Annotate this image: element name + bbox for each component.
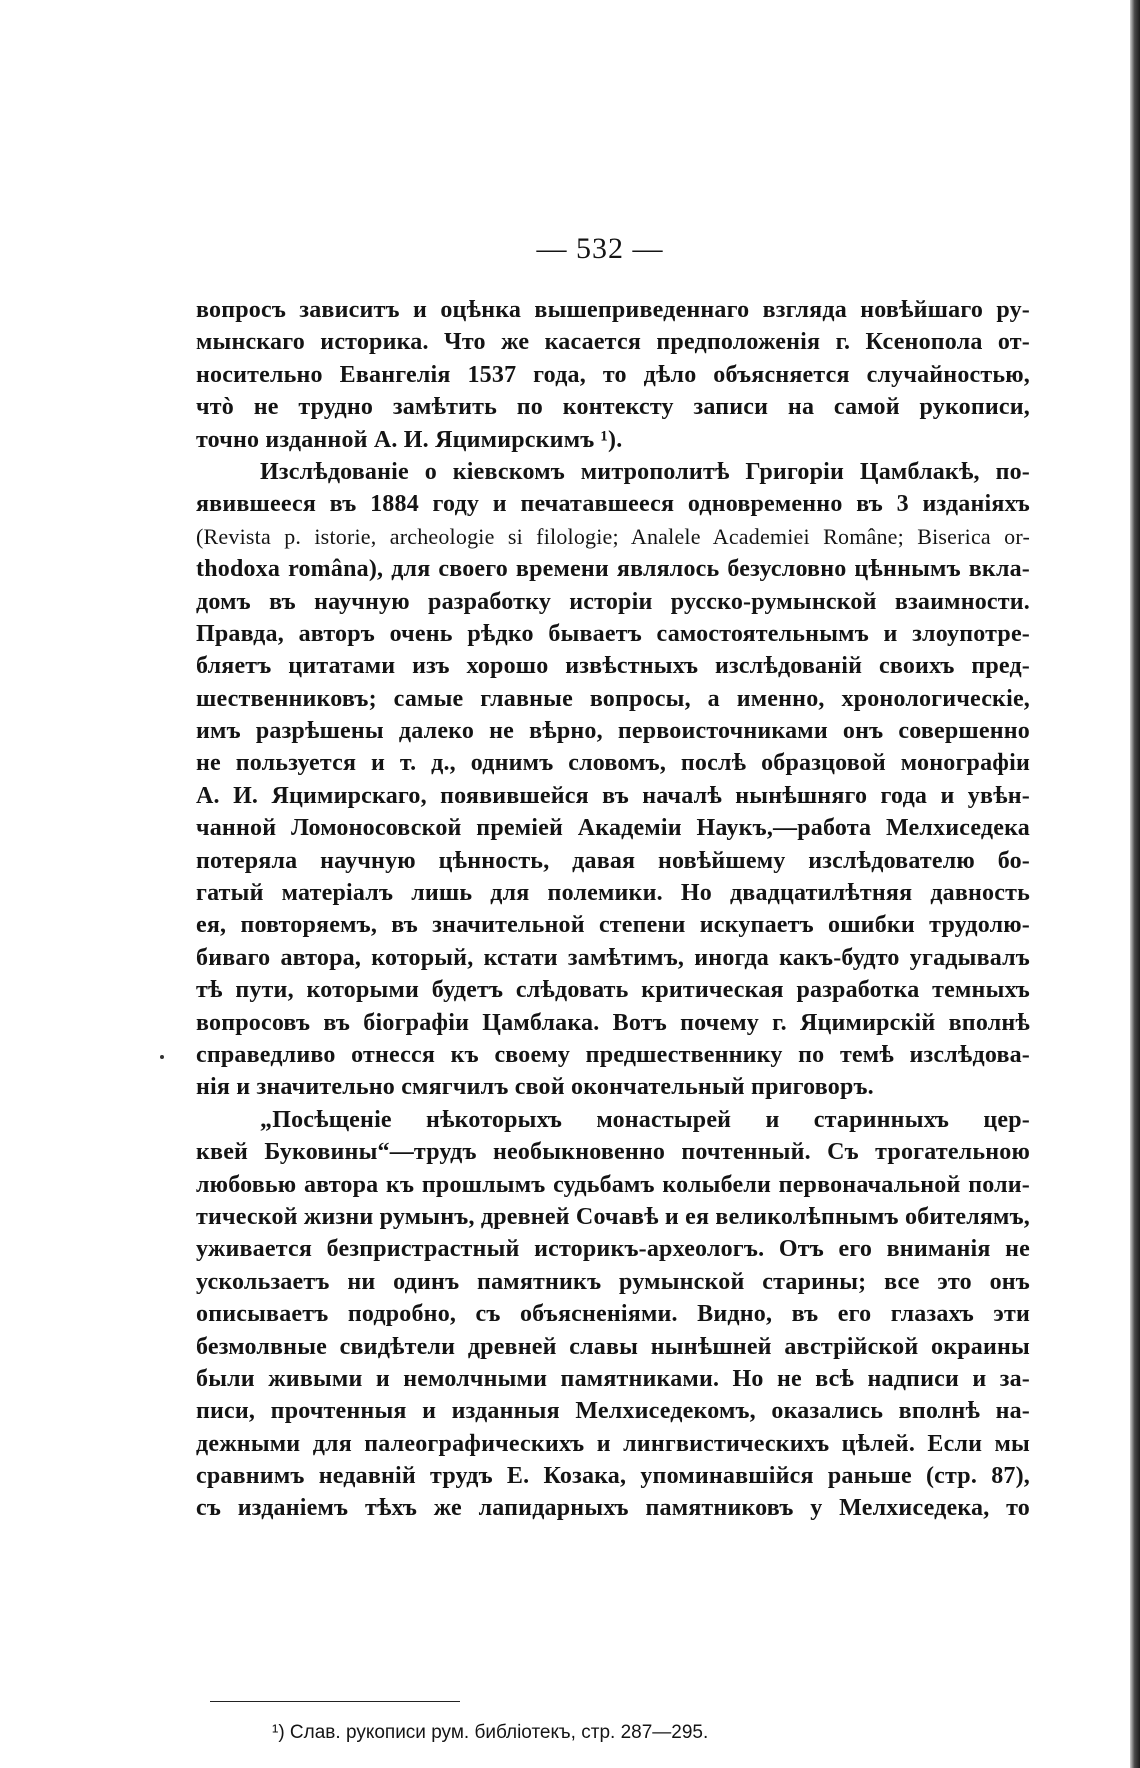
text-line: имъ разрѣшены далеко не вѣрно, первоисточниками онъ совершенно — [196, 718, 1030, 745]
text-line: явившееся въ 1884 году и печатавшееся одновременно въ 3 изданіяхъ — [196, 491, 1030, 518]
text-line: „Посѣщеніе нѣкоторыхъ монастырей и старинныхъ цер- — [260, 1106, 1030, 1133]
text-line: Изслѣдованіе о кіевскомъ митрополитѣ Григоріи Цамблакѣ, по- — [260, 458, 1030, 485]
text-line: вопросовъ въ біографіи Цамблака. Вотъ почему г. Яцимирскій вполнѣ — [196, 1009, 1030, 1036]
text-line: безмолвные свидѣтели древней славы нынѣшней австрійской окраины — [196, 1333, 1030, 1360]
text-line: домъ въ научную разработку исторіи русско-румынской взаимности. — [196, 588, 1030, 615]
text-line: квей Буковины“—трудъ необыкновенно почтенный. Съ трогательною — [196, 1139, 1030, 1166]
text-line: ея, повторяемъ, въ значительной степени искупаетъ ошибки трудолю- — [196, 912, 1030, 939]
text-line: справедливо отнесся къ своему предшественнику по темѣ изслѣдова- — [196, 1041, 1030, 1068]
text-line: тѣ пути, которыми будетъ слѣдовать критическая разработка темныхъ — [196, 977, 1030, 1004]
scan-edge-shadow — [1130, 0, 1140, 1768]
footnote-divider — [210, 1701, 460, 1702]
text-line: съ изданіемъ тѣхъ же лапидарныхъ памятниковъ у Мелхиседека, то — [196, 1495, 1030, 1522]
text-line: гатый матеріалъ лишь для полемики. Но двадцатилѣтняя давность — [196, 880, 1030, 907]
text-line: чанной Ломоносовской преміей Академіи Наукъ,—работа Мелхиседека — [196, 815, 1030, 842]
text-line: были живыми и немолчными памятниками. Но не всѣ надписи и за- — [196, 1365, 1030, 1392]
text-line: не пользуется и т. д., однимъ словомъ, послѣ образцовой монографіи — [196, 750, 1030, 777]
text-line: биваго автора, который, кстати замѣтимъ, иногда какъ-будто угадывалъ — [196, 944, 1030, 971]
footnote: ¹) Слав. рукописи рум. библіотекъ, стр. 287—295. — [272, 1722, 709, 1743]
text-line: потеряла научную цѣнность, давая новѣйшему изслѣдователю бо- — [196, 847, 1030, 874]
text-line: уживается безпристрастный историкъ-археологъ. Отъ его вниманія не — [196, 1236, 1030, 1263]
text-line: носительно Евангелія 1537 года, то дѣло объясняется случайностью, — [196, 361, 1030, 388]
text-line: любовью автора къ прошлымъ судьбамъ колыбели первоначальной поли- — [196, 1171, 1030, 1198]
stray-ink-mark — [160, 1055, 164, 1059]
page-number: — 532 — — [536, 232, 664, 265]
text-line: вопросъ зависитъ и оцѣнка вышеприведеннаго взгляда новѣйшаго ру- — [196, 297, 1030, 323]
text-line: thodoxa româna), для своего времени являлось безусловно цѣннымъ вкла- — [196, 556, 1030, 583]
text-line: Правда, авторъ очень рѣдко бываетъ самостоятельнымъ и злоупотре- — [196, 620, 1030, 647]
text-line: нія и значительно смягчилъ свой окончательный приговоръ. — [196, 1074, 874, 1101]
text-line: тической жизни румынъ, древней Сочавѣ и ея великолѣпнымъ обителямъ, — [196, 1203, 1030, 1230]
text-line: точно изданной А. И. Яцимирскимъ ¹). — [196, 426, 623, 453]
text-line: мынскаго историка. Что же касается предположенія г. Ксенопола от- — [196, 329, 1030, 356]
text-line: писи, прочтенныя и изданныя Мелхиседекомъ, оказались вполнѣ на- — [196, 1398, 1030, 1425]
text-line: описываетъ подробно, съ объясненіями. Видно, въ его глазахъ эти — [196, 1301, 1030, 1328]
text-line: чтò не трудно замѣтить по контексту записи на самой рукописи, — [196, 394, 1030, 421]
text-line: ускользаетъ ни одинъ памятникъ румынской старины; все это онъ — [196, 1268, 1030, 1295]
text-line: А. И. Яцимирскаго, появившейся въ началѣ нынѣшняго года и увѣн- — [196, 782, 1030, 809]
text-line: шественниковъ; самые главные вопросы, а именно, хронологическіе, — [196, 685, 1030, 712]
text-line: бляетъ цитатами изъ хорошо извѣстныхъ изслѣдованій своихъ пред- — [196, 653, 1030, 680]
body-text — [196, 294, 1030, 1525]
text-line: дежными для палеографическихъ и лингвистическихъ цѣлей. Если мы — [196, 1430, 1030, 1457]
text-line: сравнимъ недавній трудъ Е. Козака, упоминавшійся раньше (стр. 87), — [196, 1463, 1030, 1490]
text-line: (Revista p. istorie, archeologie si filologie; Analele Academiei Române; Biserica or- — [196, 523, 1030, 549]
